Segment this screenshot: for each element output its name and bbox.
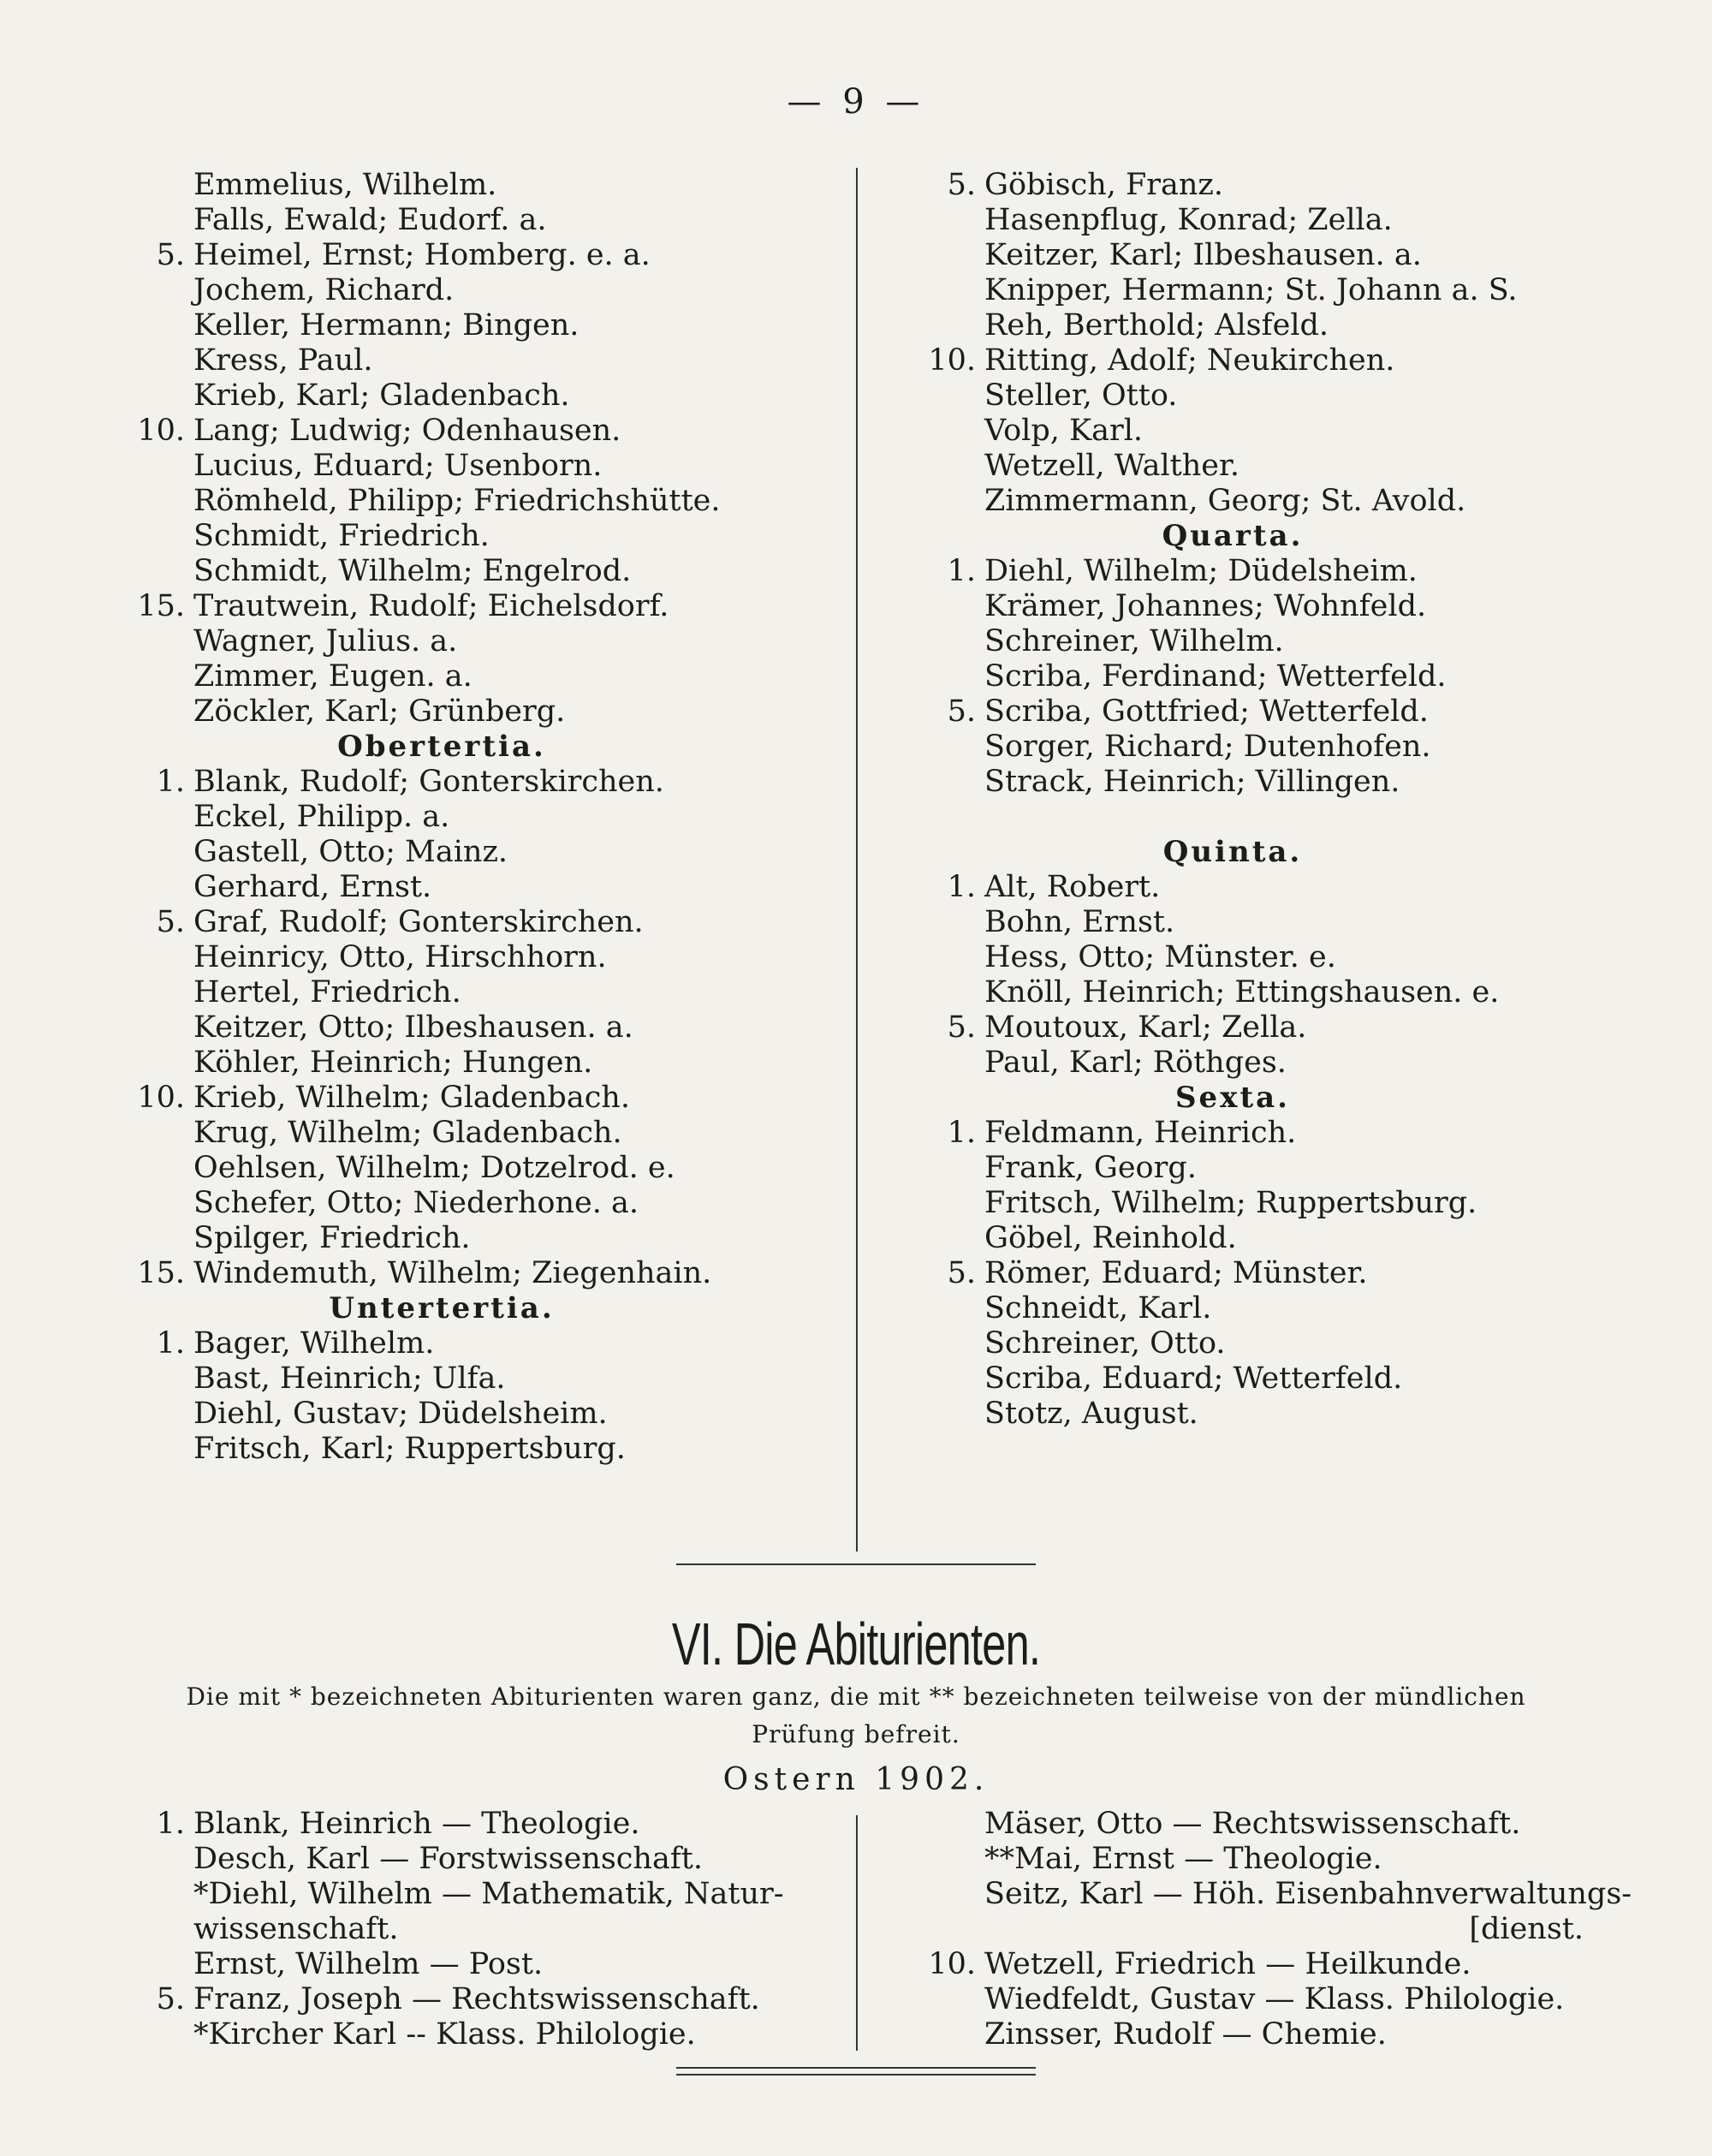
intro-line: Prüfung befreit.: [752, 1720, 960, 1748]
class-heading: Obertertia.: [337, 730, 546, 764]
list-item: [984, 1912, 1584, 1947]
list-item: [984, 414, 1601, 449]
list-item: [984, 905, 1601, 940]
item-text: Keitzer, Otto; Ilbeshausen. a.: [193, 1010, 633, 1045]
item-text: **Mai, Ernst — Theologie.: [984, 1842, 1382, 1876]
item-number: 5.: [947, 1256, 976, 1290]
list-item: [193, 1361, 810, 1397]
list-item: [947, 1116, 1601, 1151]
list-item: [984, 1186, 1601, 1221]
item-number: 10.: [137, 414, 185, 448]
list-item: [193, 378, 810, 414]
column-divider-bottom: [856, 1815, 858, 2051]
item-text: Blank, Rudolf; Gonterskirchen.: [193, 765, 664, 799]
right-column-bottom: [928, 1807, 1632, 2052]
item-text: Römer, Eduard; Münster.: [984, 1256, 1368, 1290]
list-item: [137, 414, 810, 449]
list-item: [193, 1045, 810, 1081]
list-item: [984, 1151, 1601, 1186]
column-divider-top: [856, 168, 858, 1551]
list-item: [193, 449, 810, 484]
item-text: Ritting, Adolf; Neukirchen.: [984, 343, 1395, 378]
list-item: [984, 378, 1601, 414]
list-item: [156, 1326, 810, 1361]
item-text: Mäser, Otto — Rechtswissenschaft.: [984, 1807, 1521, 1841]
list-item: [947, 870, 1601, 905]
class-heading: Quarta.: [1162, 519, 1304, 553]
list-item: [984, 2017, 1584, 2052]
item-number: 1.: [947, 554, 976, 588]
item-text: Frank, Georg.: [984, 1151, 1197, 1185]
list-item: [193, 1221, 810, 1256]
end-rule: [676, 2067, 1036, 2069]
item-number: 5.: [947, 694, 976, 729]
list-item: [984, 975, 1601, 1010]
item-text: Heimel, Ernst; Homberg. e. a.: [193, 238, 651, 272]
list-item: [984, 1397, 1601, 1432]
item-text: Diehl, Gustav; Düdelsheim.: [193, 1397, 608, 1431]
item-text: Zöckler, Karl; Grünberg.: [193, 694, 566, 729]
list-item: [984, 624, 1601, 659]
item-text: Fritsch, Karl; Ruppertsburg.: [193, 1432, 626, 1466]
item-text: Graf, Rudolf; Gonterskirchen.: [193, 905, 644, 939]
item-text: Emmelius, Wilhelm.: [193, 168, 497, 202]
class-heading: Sexta.: [1174, 1081, 1291, 1115]
list-item: [193, 1842, 827, 1877]
item-number: 10.: [928, 1947, 976, 1981]
list-item: [984, 1807, 1584, 1842]
item-number: 5.: [156, 1982, 185, 2016]
item-text: *Kircher Karl -- Klass. Philologie.: [193, 2017, 696, 2052]
end-rule: [676, 2074, 1036, 2076]
list-item: [193, 1912, 827, 1947]
item-text: Fritsch, Wilhelm; Ruppertsburg.: [984, 1186, 1477, 1220]
class-heading: Untertertia.: [329, 1291, 555, 1325]
item-text: Desch, Karl — Forstwissenschaft.: [193, 1842, 703, 1876]
list-item: [193, 624, 810, 659]
item-number: 15.: [137, 589, 185, 623]
list-item: [137, 1081, 810, 1116]
item-text: Zimmermann, Georg; St. Avold.: [984, 484, 1466, 518]
item-text: Göbel, Reinhold.: [984, 1221, 1237, 1255]
list-item: [193, 870, 810, 905]
item-text: Wagner, Julius. a.: [193, 624, 458, 658]
item-number: 10.: [137, 1081, 185, 1115]
item-text: Stotz, August.: [984, 1397, 1198, 1431]
list-item: [984, 1045, 1601, 1081]
item-text: Lucius, Eduard; Usenborn.: [193, 449, 603, 483]
list-item: [193, 1877, 827, 1912]
section-title: VI. Die Abiturienten.: [671, 1611, 1041, 1677]
intro-line: Die mit * bezeichneten Abiturienten waren ganz, die mit ** bezeichneten teilweise von der mündlichen: [186, 1683, 1526, 1711]
item-text: Feldmann, Heinrich.: [984, 1116, 1297, 1150]
item-text: Schmidt, Friedrich.: [193, 519, 490, 553]
item-text: [dienst.: [1469, 1912, 1584, 1946]
list-item: [984, 484, 1601, 519]
item-text: Hertel, Friedrich.: [193, 975, 461, 1010]
item-text: Scriba, Gottfried; Wetterfeld.: [984, 694, 1429, 729]
list-item: [984, 940, 1601, 975]
item-text: Knipper, Hermann; St. Johann a. S.: [984, 273, 1518, 307]
item-text: Wetzell, Friedrich — Heilkunde.: [984, 1947, 1471, 1981]
list-item: [947, 554, 1601, 589]
item-text: Falls, Ewald; Eudorf. a.: [193, 203, 547, 237]
item-text: Paul, Karl; Röthges.: [984, 1045, 1287, 1080]
item-text: Ernst, Wilhelm — Post.: [193, 1947, 544, 1981]
item-text: Krieb, Karl; Gladenbach.: [193, 378, 570, 413]
item-text: Krämer, Johannes; Wohnfeld.: [984, 589, 1427, 623]
item-number: 1.: [947, 1116, 976, 1150]
item-text: Schmidt, Wilhelm; Engelrod.: [193, 554, 632, 588]
page-number: — 9 —: [787, 82, 925, 122]
item-text: Bager, Wilhelm.: [193, 1326, 435, 1361]
list-item: [928, 343, 1601, 378]
item-text: Seitz, Karl — Höh. Eisenbahnverwaltungs-: [984, 1877, 1632, 1911]
list-item: [193, 343, 810, 378]
item-number: 5.: [156, 905, 185, 939]
item-text: Blank, Heinrich — Theologie.: [193, 1807, 640, 1841]
list-item: [984, 449, 1601, 484]
list-item: [984, 765, 1601, 800]
list-item: [193, 1116, 810, 1151]
item-text: Wetzell, Walther.: [984, 449, 1240, 483]
item-text: Gerhard, Ernst.: [193, 870, 432, 904]
list-item: [984, 273, 1601, 308]
section-intro: [180, 1678, 1532, 1754]
item-text: Schreiner, Otto.: [984, 1326, 1226, 1361]
item-text: Trautwein, Rudolf; Eichelsdorf.: [193, 589, 669, 623]
list-item: [193, 273, 810, 308]
item-text: Reh, Berthold; Alsfeld.: [984, 308, 1329, 342]
list-item: [193, 203, 810, 238]
item-text: Keller, Hermann; Bingen.: [193, 308, 580, 342]
list-item: [193, 519, 810, 554]
item-text: Schneidt, Karl.: [984, 1291, 1212, 1325]
list-item: [984, 1291, 1601, 1326]
list-item: [984, 1221, 1601, 1256]
list-item: [193, 1432, 810, 1467]
item-text: Spilger, Friedrich.: [193, 1221, 471, 1255]
item-text: Volp, Karl.: [984, 414, 1144, 448]
list-item: [947, 1010, 1601, 1045]
item-number: 1.: [947, 870, 976, 904]
item-text: Steller, Otto.: [984, 378, 1178, 413]
list-item: [984, 203, 1601, 238]
item-text: Alt, Robert.: [984, 870, 1161, 904]
list-item: [984, 308, 1601, 343]
item-text: Köhler, Heinrich; Hungen.: [193, 1045, 593, 1080]
item-text: Eckel, Philipp. a.: [193, 800, 450, 834]
term-label: Ostern 1902.: [722, 1762, 990, 1797]
list-item: [137, 1256, 810, 1291]
item-text: Wiedfeldt, Gustav — Klass. Philologie.: [984, 1982, 1565, 2016]
item-number: 5.: [156, 238, 185, 272]
list-item: [947, 694, 1601, 730]
item-number: 1.: [156, 1807, 185, 1841]
list-item: [984, 659, 1601, 694]
list-item: [193, 1151, 810, 1186]
item-text: Kress, Paul.: [193, 343, 373, 378]
item-text: Zimmer, Eugen. a.: [193, 659, 473, 694]
list-item: [156, 765, 810, 800]
left-column-top: [137, 168, 810, 1467]
list-item: [137, 589, 810, 624]
list-item: [156, 905, 810, 940]
item-text: Krug, Wilhelm; Gladenbach.: [193, 1116, 622, 1150]
spacer: [984, 800, 1601, 835]
item-text: *Diehl, Wilhelm — Mathematik, Natur-: [193, 1877, 784, 1911]
item-text: Moutoux, Karl; Zella.: [984, 1010, 1307, 1045]
list-item: [947, 168, 1601, 203]
item-text: Römheld, Philipp; Friedrichshütte.: [193, 484, 721, 518]
list-item: [193, 168, 810, 203]
list-item: [193, 1397, 810, 1432]
item-number: 10.: [928, 343, 976, 378]
list-item: [984, 1326, 1601, 1361]
item-text: Hasenpflug, Konrad; Zella.: [984, 203, 1393, 237]
list-item: [156, 1807, 827, 1842]
list-item: [156, 238, 810, 273]
item-number: 15.: [137, 1256, 185, 1290]
left-column-bottom: [156, 1807, 827, 2052]
list-item: [928, 1947, 1584, 1982]
list-item: [984, 1842, 1584, 1877]
item-text: Lang; Ludwig; Odenhausen.: [193, 414, 621, 448]
list-item: [947, 1256, 1601, 1291]
item-text: Heinricy, Otto, Hirschhorn.: [193, 940, 607, 974]
item-text: Scriba, Eduard; Wetterfeld.: [984, 1361, 1403, 1396]
item-text: Hess, Otto; Münster. e.: [984, 940, 1336, 974]
item-text: Göbisch, Franz.: [984, 168, 1223, 202]
item-text: Franz, Joseph — Rechtswissenschaft.: [193, 1982, 760, 2016]
item-text: Bast, Heinrich; Ulfa.: [193, 1361, 506, 1396]
list-item: [193, 554, 810, 589]
list-item: [193, 940, 810, 975]
list-item: [193, 484, 810, 519]
item-text: Schefer, Otto; Niederhone. a.: [193, 1186, 639, 1220]
item-text: Scriba, Ferdinand; Wetterfeld.: [984, 659, 1447, 694]
right-column-top: [928, 168, 1601, 1432]
item-number: 1.: [156, 765, 185, 799]
list-item: [984, 730, 1601, 765]
list-item: [984, 1877, 1632, 1912]
list-item: [984, 238, 1601, 273]
list-item: [193, 308, 810, 343]
class-heading: Quinta.: [1162, 835, 1303, 869]
list-item: [984, 1982, 1584, 2017]
item-text: Zinsser, Rudolf — Chemie.: [984, 2017, 1387, 2052]
list-item: [193, 835, 810, 870]
item-text: Schreiner, Wilhelm.: [984, 624, 1284, 658]
item-text: Krieb, Wilhelm; Gladenbach.: [193, 1081, 630, 1115]
item-text: Gastell, Otto; Mainz.: [193, 835, 508, 869]
list-item: [193, 1010, 810, 1045]
list-item: [156, 1982, 827, 2017]
item-text: Jochem, Richard.: [193, 273, 455, 307]
list-item: [193, 1947, 827, 1982]
item-text: Bohn, Ernst.: [984, 905, 1175, 939]
item-text: Keitzer, Karl; Ilbeshausen. a.: [984, 238, 1422, 272]
item-number: 5.: [947, 168, 976, 202]
list-item: [193, 1186, 810, 1221]
item-text: Strack, Heinrich; Villingen.: [984, 765, 1400, 799]
list-item: [193, 659, 810, 694]
item-text: Knöll, Heinrich; Ettingshausen. e.: [984, 975, 1500, 1010]
item-text: Sorger, Richard; Dutenhofen.: [984, 730, 1431, 764]
list-item: [193, 800, 810, 835]
item-text: Diehl, Wilhelm; Düdelsheim.: [984, 554, 1418, 588]
section-separator-rule: [676, 1563, 1036, 1565]
item-text: Windemuth, Wilhelm; Ziegenhain.: [193, 1256, 712, 1290]
item-text: wissenschaft.: [193, 1912, 399, 1946]
list-item: [193, 2017, 827, 2052]
item-number: 5.: [947, 1010, 976, 1045]
list-item: [193, 975, 810, 1010]
list-item: [984, 589, 1601, 624]
list-item: [193, 694, 810, 730]
item-text: Oehlsen, Wilhelm; Dotzelrod. e.: [193, 1151, 675, 1185]
item-number: 1.: [156, 1326, 185, 1361]
list-item: [984, 1361, 1601, 1397]
